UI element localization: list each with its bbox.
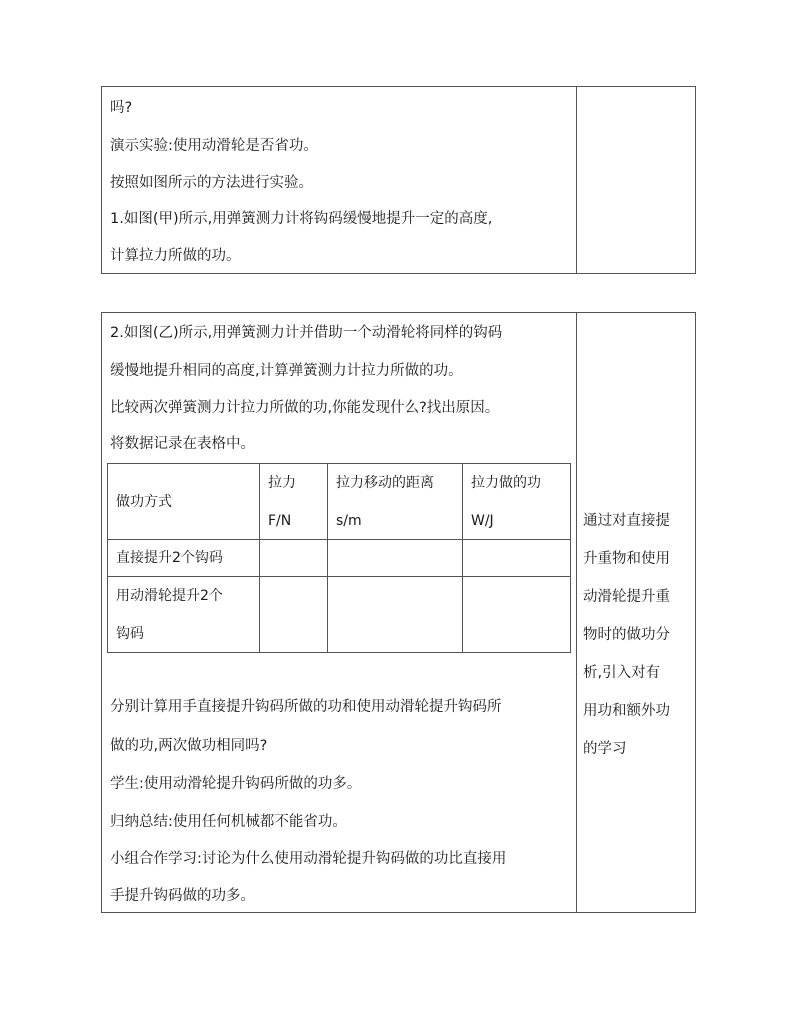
text-line: 分别计算用手直接提升钩码所做的功和使用动滑轮提升钩码所 [110, 699, 502, 715]
text-line: 1.如图(甲)所示,用弹簧测力计将钩码缓慢地提升一定的高度, [110, 211, 493, 227]
note-line: 析,引入对有 [583, 665, 661, 681]
note-line: 用功和额外功 [583, 703, 670, 719]
table-cell [260, 577, 328, 653]
text-line: 缓慢地提升相同的高度,计算弹簧测力计拉力所做的功。 [110, 363, 463, 379]
note-line: 通过对直接提 [583, 513, 670, 529]
text-line: 做的功,两次做功相同吗? [110, 738, 268, 754]
table-cell [328, 577, 463, 653]
table-cell [328, 540, 463, 577]
text-line: 计算拉力所做的功。 [110, 248, 241, 264]
lesson-table-continued [101, 86, 696, 274]
table-row [108, 540, 571, 577]
note-cell [577, 87, 696, 274]
header-force: 拉力 F/N [260, 464, 328, 540]
content-cell [102, 313, 577, 913]
table-cell [463, 540, 571, 577]
table-cell [260, 540, 328, 577]
text-line: 按照如图所示的方法进行实验。 [110, 175, 313, 191]
text-line: 吗? [110, 100, 133, 116]
text-line: 手提升钩码做的功多。 [110, 888, 255, 904]
text-line: 归纳总结:使用任何机械都不能省功。 [110, 814, 347, 830]
header-method: 做功方式 [108, 464, 260, 540]
text-line: 学生:使用动滑轮提升钩码所做的功多。 [110, 776, 362, 792]
lesson-table [101, 312, 696, 913]
content-cell [102, 87, 577, 274]
table-header-row [108, 464, 571, 540]
note-line: 动滑轮提升重 [583, 589, 670, 605]
text-line: 小组合作学习:讨论为什么使用动滑轮提升钩码做的功比直接用 [110, 851, 507, 867]
row-method: 用动滑轮提升2个 钩码 [108, 577, 260, 653]
text-line: 2.如图(乙)所示,用弹簧测力计并借助一个动滑轮将同样的钩码 [110, 325, 503, 341]
row-method: 直接提升2个钩码 [108, 540, 260, 577]
note-line: 物时的做功分 [583, 627, 670, 643]
header-distance: 拉力移动的距离 s/m [328, 464, 463, 540]
note-cell [577, 313, 696, 913]
table-row [108, 577, 571, 653]
note-line: 升重物和使用 [583, 551, 670, 567]
text-line: 将数据记录在表格中。 [110, 436, 255, 452]
text-line: 演示实验:使用动滑轮是否省功。 [110, 138, 318, 154]
text-line: 比较两次弹簧测力计拉力所做的功,你能发现什么?找出原因。 [110, 400, 500, 416]
header-work: 拉力做的功 W/J [463, 464, 571, 540]
experiment-data-table [107, 463, 571, 653]
table-cell [463, 577, 571, 653]
note-line: 的学习 [583, 741, 627, 757]
